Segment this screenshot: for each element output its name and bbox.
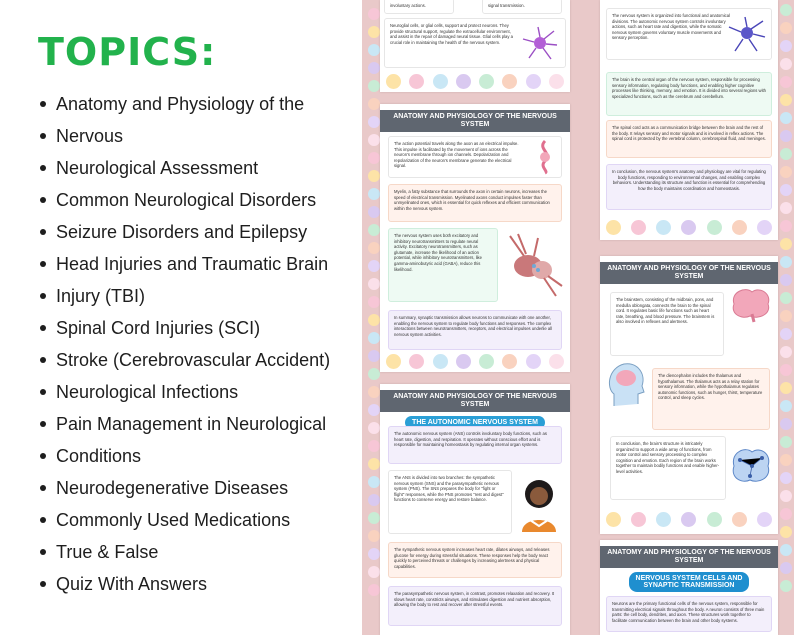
sheet-header: ANATOMY AND PHYSIOLOGY OF THE NERVOUS SYSTEM	[600, 262, 778, 284]
text-box: In summary, synaptic transmission allows neurons to communicate with one another, enabling the nervous system to regulate body functions and responses. The complex interactions between neurotransmitters, receptors, and electrical impulses underlie all nervous system activities.	[388, 310, 562, 350]
sheet-top-right	[600, 0, 778, 240]
topic-item: Neurological Assessment	[34, 152, 360, 184]
footer-dots	[606, 512, 772, 527]
person-icon	[516, 476, 562, 532]
text-box: The spinal cord acts as a communication bridge between the brain and the rest of the body. It relays sensory and motor signals and is involved in reflex actions. The spinal cord is protected by the vertebral column, cerebrospinal fluid, and meninges.	[606, 120, 772, 158]
sheet-header: ANATOMY AND PHYSIOLOGY OF THE NERVOUS SYSTEM	[600, 546, 778, 568]
topic-item: Head Injuries and Traumatic Brain	[34, 248, 360, 280]
text-box: The autonomic nervous system (ANS) controls involuntary body functions, such as heart rate, digestion, and respiration. It operates without conscious effort and is responsible for maintaining homeostasis by regulating internal organ systems.	[388, 426, 562, 464]
text-box: The nervous system uses both excitatory and inhibitory neurotransmitters to regulate neural activity. Excitatory neurotransmitters, such as glutamate, increase the likelihood of an action potential, while inhibitory neurotransmitters, like gamma-aminobutyric acid (GABA), reduce this likelihood.	[388, 228, 498, 302]
text-box: The brainstem, consisting of the midbrain, pons, and medulla oblongata, connects the brain to the spinal cord. It regulates basic life functions such as heart rate, breathing, and blood pressure. The brainstem is also involved in reflexes and alertness.	[610, 292, 724, 356]
neuron-icon	[521, 25, 559, 61]
text-box: The brain is the central organ of the nervous system, responsible for processing sensory information, regulating body functions, and enabling higher cognitive processes like thinking, memory, and emotion. It is divided into several regions with specialized functions, such as the cerebrum and cerebellum.	[606, 72, 772, 116]
text-box: The action potential travels along the axon as an electrical impulse. This impulse is facilitated by the movement of ions across the neuron's membrane through ion channels. Depolarization and repolarization of the neuron's membrane generate the electrical signal.	[388, 136, 562, 178]
head-icon	[606, 360, 646, 408]
topic-item: Conditions	[34, 440, 360, 472]
text-box: In conclusion, the brain's structure is intricately organized to support a wide array of functions, from motor control and sensory processing to complex cognition and emotion. Each region of the brain works together to maintain bodily functions and enable higher-level activities.	[610, 436, 726, 500]
topics-list	[34, 88, 360, 600]
topic-item: Anatomy and Physiology of the	[34, 88, 360, 120]
text-box: The nervous system is organized into functional and anatomical divisions. The autonomic nervous system controls involuntary actions, such as heart rate and digestion, while the somatic nervous system governs voluntary muscle movements and sensory perception.	[606, 8, 772, 60]
topic-item: Seizure Disorders and Epilepsy	[34, 216, 360, 248]
brain-icon	[728, 286, 772, 324]
topics-title: TOPICS:	[38, 30, 217, 74]
text-box: The diencephalon includes the thalamus and hypothalamus. The thalamus acts as a relay station for sensory information, while the hypothalamus regulates autonomic functions, such as hunger, thirst, temperature control, and sleep cycles.	[652, 368, 770, 430]
edge-dots-right	[780, 4, 792, 592]
section-subhead: NERVOUS SYSTEM CELLS AND SYNAPTIC TRANSMISSION	[629, 572, 749, 592]
worksheet-collage	[362, 0, 794, 635]
topic-item: Neurodegenerative Diseases	[34, 472, 360, 504]
section-subhead: THE AUTONOMIC NERVOUS SYSTEM	[405, 416, 545, 429]
text-box: Myelin, a fatty substance that surrounds the axon in certain neurons, increases the speed of electrical transmission. Myelinated axons conduct impulses faster than unmyelinated ones, which is essential for quick reflexes and efficient communication within the nervous system.	[388, 184, 562, 222]
topic-item: Common Neurological Disorders	[34, 184, 360, 216]
footer-dots	[386, 354, 564, 369]
topic-item: Commonly Used Medications	[34, 504, 360, 536]
text-box: The ANS is divided into two branches: the sympathetic nervous system (SNS) and the parasympathetic nervous system (PNS). The SNS prepares the body for "fight or flight" responses, while the PNS promotes "rest and digest" functions to conserve energy and restore balance.	[388, 470, 512, 534]
edge-dots-left	[368, 8, 380, 596]
sheet-middle-left	[380, 104, 570, 372]
neuron-icon	[727, 15, 767, 53]
topic-item: Stroke (Cerebrovascular Accident)	[34, 344, 360, 376]
sheet-middle-right	[600, 256, 778, 534]
text-box: In conclusion, the nervous system's anatomy and physiology are vital for regulating body functions, responding to environmental changes, and enabling complex behaviors. Understanding its structure and function is essential for comprehending how the body maintains coordination and homeostasis.	[606, 164, 772, 210]
topic-item: Nervous	[34, 120, 360, 152]
topic-item: Neurological Infections	[34, 376, 360, 408]
text-box: involuntary actions.	[384, 0, 454, 14]
sheet-header: ANATOMY AND PHYSIOLOGY OF THE NERVOUS SYSTEM	[380, 390, 570, 412]
text-box: The parasympathetic nervous system, in contrast, promotes relaxation and recovery. It slows heart rate, constricts airways, and stimulates digestion and nutrient absorption, allowing the body to rest and recover after stressful events.	[388, 586, 562, 626]
text-box: signal transmission.	[482, 0, 562, 14]
nerve-cell-icon	[533, 139, 557, 175]
brain-network-icon	[730, 446, 772, 486]
footer-dots	[606, 220, 772, 235]
sheet-bottom-left	[380, 384, 570, 635]
text-box: The sympathetic nervous system increases heart rate, dilates airways, and releases glucose for energy during stressful situations. These responses help the body react quickly to perceived threats or challenges by increasing alertness and physical capabilities.	[388, 542, 562, 578]
synapse-icon	[504, 232, 564, 300]
sheet-header: ANATOMY AND PHYSIOLOGY OF THE NERVOUS SYSTEM	[380, 110, 570, 132]
topic-item: Pain Management in Neurological	[34, 408, 360, 440]
topics-panel	[0, 0, 362, 635]
footer-dots	[386, 74, 564, 89]
sheet-top-left	[380, 0, 570, 92]
text-box: Neuroglial cells, or glial cells, support and protect neurons. They provide structural support, regulate the extracellular environment, and assist in the repair of damaged neural tissue. Glial cells play a crucial role in maintaining the health of the nervous system.	[384, 18, 566, 68]
sheet-bottom-right	[600, 540, 778, 635]
topic-item: Injury (TBI)	[34, 280, 360, 312]
topic-item: Spinal Cord Injuries (SCI)	[34, 312, 360, 344]
text-box: Neurons are the primary functional cells of the nervous system, responsible for transmitting electrical signals throughout the body. A neuron consists of three main parts: the cell body, dendrites, and axon. These structures work together to facilitate communication between the brain and other body systems.	[606, 596, 772, 632]
topic-item: Quiz With Answers	[34, 568, 360, 600]
topic-item: True & False	[34, 536, 360, 568]
